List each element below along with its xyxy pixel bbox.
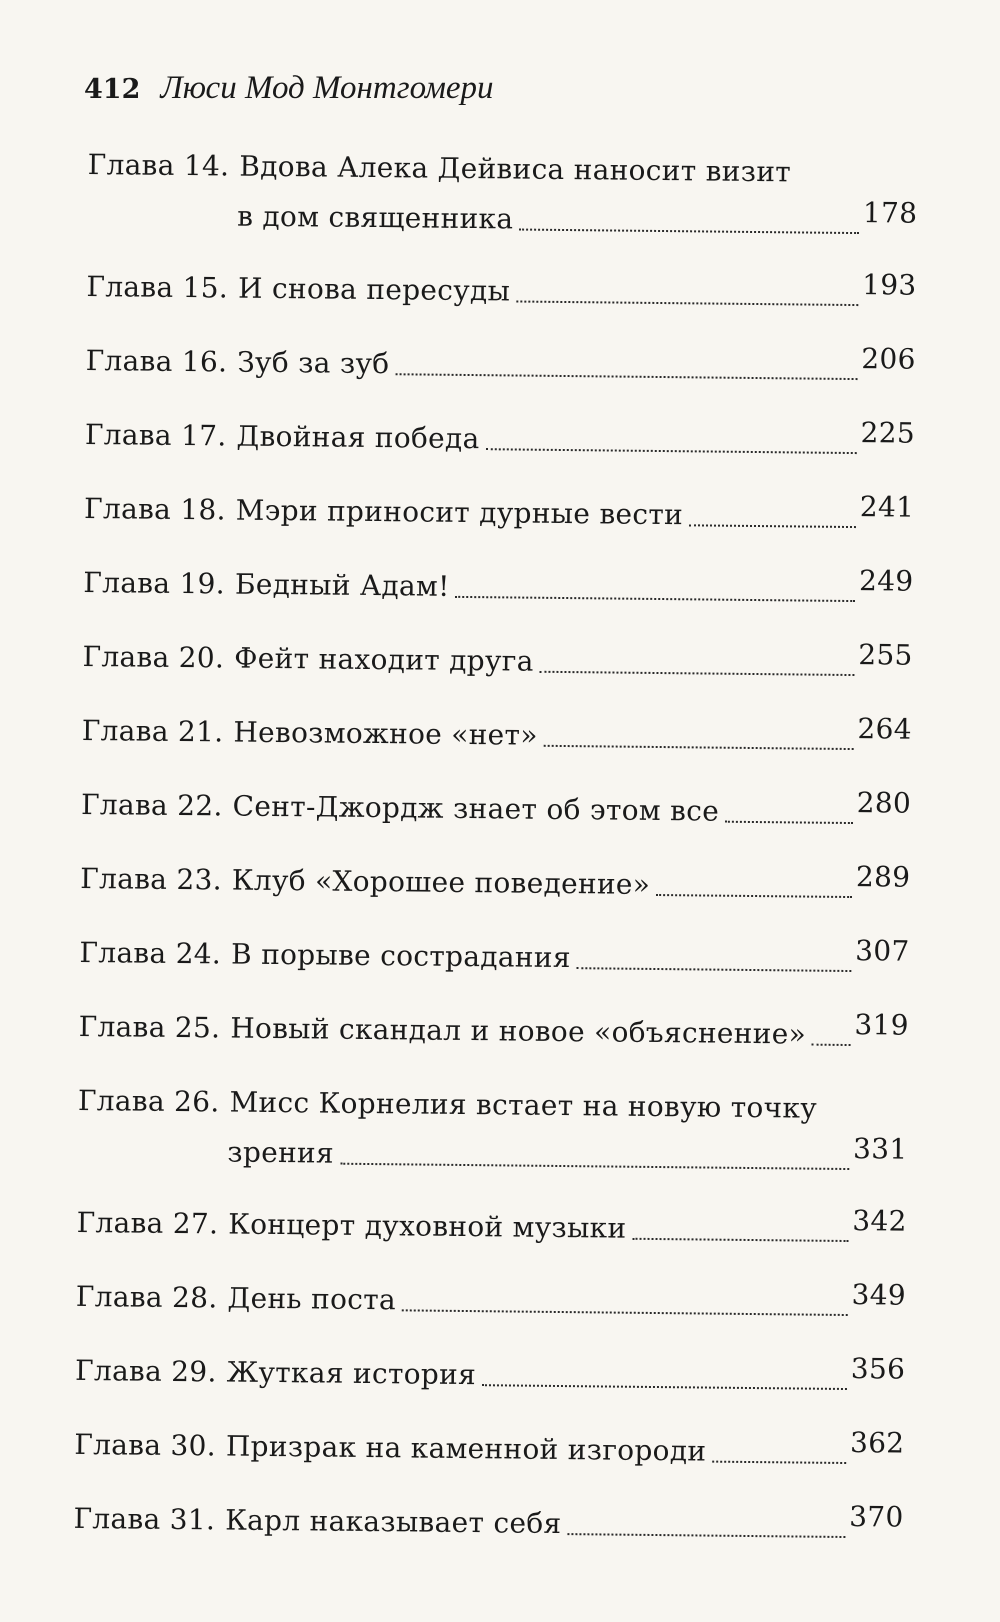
chapter-label: Глава 22. bbox=[80, 787, 223, 823]
chapter-label: Глава 24. bbox=[79, 935, 222, 971]
toc-line bbox=[83, 558, 913, 617]
chapter-title: Сент-Джордж знает об этом все bbox=[232, 789, 720, 828]
toc-entry bbox=[78, 1002, 909, 1085]
toc-entry bbox=[87, 140, 918, 271]
dot-leader bbox=[712, 1460, 846, 1464]
dot-leader bbox=[482, 1383, 847, 1390]
chapter-label: Глава 23. bbox=[80, 861, 223, 897]
table-of-contents bbox=[73, 140, 918, 1577]
chapter-label: Глава 29. bbox=[74, 1353, 217, 1389]
dot-leader bbox=[540, 670, 855, 676]
page-number: 412 bbox=[84, 74, 141, 105]
chapter-label: Глава 30. bbox=[74, 1427, 217, 1463]
toc-line bbox=[80, 854, 910, 913]
toc-entry bbox=[76, 1198, 907, 1281]
toc-line bbox=[76, 1198, 906, 1257]
toc-line bbox=[85, 410, 915, 469]
chapter-title: День поста bbox=[227, 1281, 397, 1317]
toc-entry bbox=[81, 780, 912, 863]
toc-entry bbox=[83, 558, 914, 641]
chapter-label: Глава 16. bbox=[85, 343, 228, 379]
chapter-title: Жуткая история bbox=[226, 1355, 477, 1392]
page-reference: 370 bbox=[849, 1500, 904, 1534]
toc-entry bbox=[84, 484, 915, 567]
toc-entry bbox=[75, 1346, 906, 1429]
toc-line bbox=[87, 190, 917, 249]
dot-leader bbox=[485, 447, 856, 454]
chapter-title: Концерт духовной музыки bbox=[228, 1207, 627, 1245]
toc-line bbox=[82, 632, 912, 691]
chapter-title: Мисс Корнелия встает на новую точку bbox=[229, 1085, 818, 1125]
toc-entry bbox=[74, 1420, 905, 1503]
chapter-title: Призрак на каменной изгороди bbox=[225, 1429, 707, 1468]
toc-line bbox=[87, 140, 917, 199]
toc-line bbox=[73, 1494, 903, 1553]
page-reference: 264 bbox=[857, 712, 913, 746]
toc-line bbox=[76, 1272, 906, 1331]
chapter-label: Глава 31. bbox=[73, 1501, 216, 1537]
toc-entry bbox=[86, 262, 917, 345]
chapter-title: Невозможное «нет» bbox=[233, 715, 538, 752]
toc-line bbox=[78, 1076, 908, 1135]
page-reference: 206 bbox=[861, 342, 916, 376]
dot-leader bbox=[395, 372, 857, 380]
page-reference: 362 bbox=[849, 1426, 905, 1460]
chapter-label: Глава 28. bbox=[75, 1279, 218, 1315]
toc-line bbox=[84, 484, 914, 543]
toc-line bbox=[81, 780, 911, 839]
toc-line bbox=[75, 1346, 905, 1405]
toc-line bbox=[74, 1420, 904, 1479]
page-reference: 280 bbox=[856, 786, 912, 820]
page-reference: 255 bbox=[858, 638, 913, 672]
chapter-title: Карл наказывает себя bbox=[224, 1503, 562, 1541]
toc-entry bbox=[77, 1076, 908, 1207]
toc-line bbox=[78, 1002, 908, 1061]
chapter-title: Фейт находит друга bbox=[234, 641, 534, 678]
chapter-title: И снова пересуды bbox=[237, 271, 511, 308]
toc-entry bbox=[75, 1272, 906, 1355]
page-reference: 307 bbox=[855, 934, 910, 968]
chapter-title: Клуб «Хорошее поведение» bbox=[231, 863, 651, 901]
toc-line bbox=[82, 706, 912, 765]
dot-leader bbox=[402, 1308, 848, 1316]
page-reference: 349 bbox=[851, 1278, 907, 1312]
toc-entry bbox=[81, 706, 912, 789]
page-reference: 178 bbox=[862, 196, 918, 230]
page-reference: 356 bbox=[850, 1352, 906, 1386]
page-reference: 249 bbox=[858, 564, 914, 598]
chapter-title: Новый скандал и новое «объяснение» bbox=[230, 1011, 807, 1051]
chapter-title: Бедный Адам! bbox=[234, 567, 450, 603]
chapter-title: Мэри приносит дурные вести bbox=[235, 493, 684, 532]
page-reference: 193 bbox=[862, 268, 917, 302]
dot-leader bbox=[577, 966, 852, 972]
dot-leader bbox=[340, 1162, 849, 1170]
page-reference: 342 bbox=[852, 1204, 907, 1238]
page-reference: 319 bbox=[854, 1008, 909, 1042]
dot-leader bbox=[519, 228, 859, 235]
chapter-label: Глава 20. bbox=[82, 639, 225, 675]
toc-line bbox=[86, 262, 916, 321]
chapter-label: Глава 19. bbox=[83, 565, 226, 601]
dot-leader bbox=[516, 299, 858, 306]
toc-entry bbox=[85, 336, 916, 419]
chapter-label: Глава 18. bbox=[83, 491, 226, 527]
dot-leader bbox=[812, 1043, 851, 1046]
chapter-label: Глава 15. bbox=[86, 269, 229, 305]
dot-leader bbox=[632, 1237, 848, 1242]
book-author: Люси Мод Монтгомери bbox=[160, 70, 494, 106]
dot-leader bbox=[725, 820, 853, 824]
toc-entry bbox=[73, 1494, 904, 1577]
dot-leader bbox=[567, 1532, 845, 1538]
dot-leader bbox=[456, 595, 856, 602]
toc-line bbox=[77, 1126, 907, 1185]
chapter-label: Глава 17. bbox=[84, 417, 227, 453]
toc-entry bbox=[79, 928, 910, 1011]
page-reference: 225 bbox=[860, 416, 916, 450]
chapter-title: Зуб за зуб bbox=[237, 345, 390, 381]
chapter-title: В порыве сострадания bbox=[230, 937, 571, 975]
chapter-label: Глава 21. bbox=[81, 713, 224, 749]
page-reference: 331 bbox=[852, 1132, 908, 1166]
chapter-label: Глава 27. bbox=[76, 1205, 219, 1241]
chapter-title: Двойная победа bbox=[236, 419, 480, 456]
dot-leader bbox=[544, 744, 854, 750]
toc-line bbox=[79, 928, 909, 987]
toc-entry bbox=[84, 410, 915, 493]
running-header bbox=[84, 70, 494, 112]
page-reference: 241 bbox=[859, 490, 915, 524]
chapter-title: Вдова Алека Дейвиса наносит визит bbox=[239, 149, 792, 189]
toc-entry bbox=[82, 632, 913, 715]
chapter-label: Глава 14. bbox=[87, 147, 230, 183]
dot-leader bbox=[656, 893, 852, 898]
page-reference: 289 bbox=[855, 860, 911, 894]
chapter-title: в дом священника bbox=[237, 199, 514, 236]
toc-entry bbox=[80, 854, 911, 937]
chapter-label: Глава 25. bbox=[78, 1009, 221, 1045]
chapter-title: зрения bbox=[227, 1135, 335, 1170]
toc-line bbox=[85, 336, 915, 395]
chapter-label: Глава 26. bbox=[77, 1083, 220, 1119]
dot-leader bbox=[689, 523, 856, 528]
